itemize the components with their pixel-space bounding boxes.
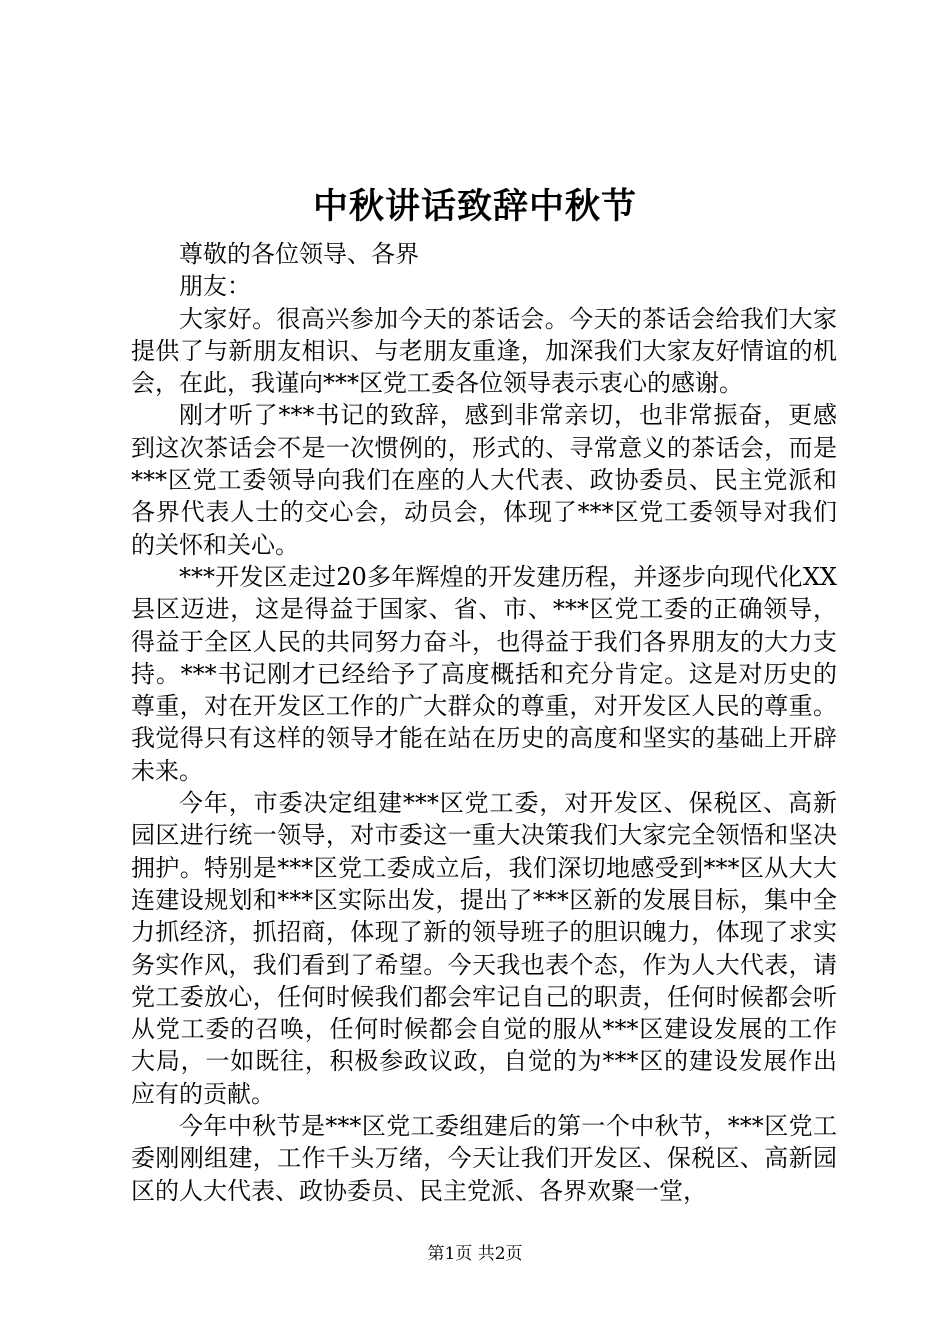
document-body [131, 238, 837, 1207]
page-number-footer: 第1页 共2页 [427, 1244, 523, 1264]
body-paragraph: ***开发区走过20多年辉煌的开发建历程，并逐步向现代化XX县区迈进，这是得益于国家、省、市、***区党工委的正确领导，得益于全区人民的共同努力奋斗，也得益于我们各界朋友的大力支持。***书记刚才已经给予了高度概括和充分肯定。这是对历史的尊重，对在开发区工作的广大群众的尊重，对开发区人民的尊重。我觉得只有这样的领导才能在站在历史的高度和坚实的基础上开辟未来。 [131, 562, 837, 785]
body-paragraph: 大家好。很高兴参加今天的茶话会。今天的茶话会给我们大家提供了与新朋友相识、与老朋友重逢，加深我们大家友好情谊的机会，在此，我谨向***区党工委各位领导表示衷心的感谢。 [131, 304, 837, 398]
body-paragraph: 刚才听了***书记的致辞，感到非常亲切，也非常振奋，更感到这次茶话会不是一次惯例的，形式的、寻常意义的茶话会，而是***区党工委领导向我们在座的人大代表、政协委员、民主党派和各界代表人士的交心会，动员会，体现了***区党工委领导对我们的关怀和关心。 [131, 401, 837, 559]
body-paragraph: 今年中秋节是***区党工委组建后的第一个中秋节，***区党工委刚刚组建，工作千头万绪，今天让我们开发区、保税区、高新园区的人大代表、政协委员、民主党派、各界欢聚一堂， [131, 1112, 837, 1205]
greeting-line: 尊敬的各位领导、各界 [179, 240, 419, 268]
document-title: 中秋讲话致辞中秋节 [312, 186, 637, 227]
greeting-continuation: 朋友： [179, 272, 251, 301]
body-paragraph: 今年，市委决定组建***区党工委，对开发区、保税区、高新园区进行统一领导，对市委这一重大决策我们大家完全领悟和坚决拥护。特别是***区党工委成立后，我们深切地感受到***区从大大连建设规划和***区实际出发，提出了***区新的发展目标，集中全力抓经济，抓招商，体现了新的领导班子的胆识魄力，体现了求实务实作风，我们看到了希望。今天我也表个态，作为人大代表，请党工委放心，任何时候我们都会牢记自己的职责，任何时候都会听从党工委的召唤，任何时候都会自觉的服从***区建设发展的工作大局，一如既往，积极参政议政，自觉的为***区的建设发展作出应有的贡献。 [131, 789, 837, 1108]
